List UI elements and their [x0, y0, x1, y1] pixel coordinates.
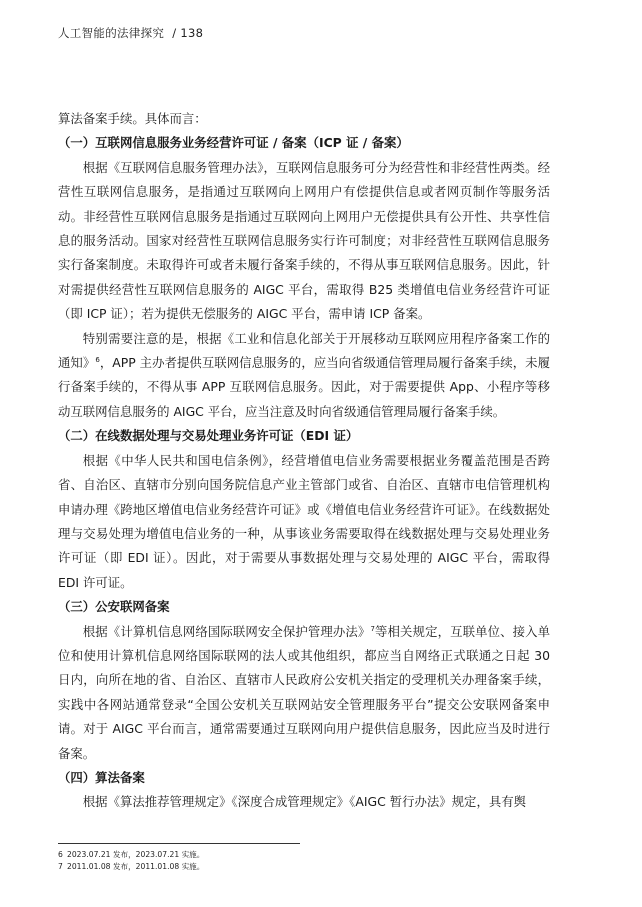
section-heading-algorithm: （四）算法备案 [58, 769, 145, 785]
paragraph-icp-2-part2: ，APP 主办者提供互联网信息服务的，应当向省级通信管理局履行备案手续，未履行备案手续的，不得从事 APP 互联网信息服务。因此，对于需要提供 App、小程序等移动互联网信息服务的 AIGC 平台，应当注意及时向省级通信管理局履行备案手续。 [58, 355, 551, 419]
section-heading-icp: （一）互联网信息服务业务经营许可证 / 备案（ICP 证 / 备案） [58, 135, 409, 151]
footnote-mark: 7 [58, 862, 63, 871]
paragraph-police-part2: 等相关规定，互联单位、接入单位和使用计算机信息网络国际联网的法人或其他组织，都应当自网络正式联通之日起 30 日内，向所在地的省、自治区、直辖市人民政府公安机关指定的受理机关办理备案手续，实践中各网站通常登录“全国公安机关互联网站安全管理服务平台”提交公安联网备案申请。对于 AIGC 平台而言，通常需要通过互联网向用户提供信息服务，因此应当及时进行备案。 [58, 623, 551, 761]
footnote-ref-6[interactable]: 6 [95, 355, 100, 364]
footnote-ref-7[interactable]: 7 [370, 624, 375, 633]
paragraph-icp-2 [58, 327, 550, 425]
paragraph-police-1 [58, 620, 550, 766]
footnote-text: 2023.07.21 发布，2023.07.21 实施。 [67, 850, 205, 859]
intro-line: 算法备案手续。具体而言： [58, 111, 207, 126]
section-heading-edi: （二）在线数据处理与交易处理业务许可证（EDI 证） [58, 428, 359, 444]
page-number: / 138 [172, 26, 204, 40]
footnote-divider [58, 843, 300, 844]
footnote-item [58, 861, 204, 873]
footnote-mark: 6 [58, 850, 63, 859]
body-text [58, 107, 550, 815]
book-title: 人工智能的法律探究 [58, 26, 165, 40]
paragraph-algorithm-1: 根据《算法推荐管理规定》《深度合成管理规定》《AIGC 暂行办法》规定，具有舆 [82, 794, 526, 810]
section-heading-police: （三）公安联网备案 [58, 599, 170, 615]
footnotes [58, 849, 204, 873]
paragraph-edi-1: 根据《中华人民共和国电信条例》，经营增值电信业务需要根据业务覆盖范围是否跨省、自治区、直辖市分别向国务院信息产业主管部门或省、自治区、直辖市电信管理机构申请办理《跨地区增值电信业务经营许可证》或《增值电信业务经营许可证》。在线数据处理与交易处理为增值电信业务的一种，从事该业务需要取得在线数据处理与交易处理业务许可证（即 EDI 证）。因此，对于需要从事数据处理与交易处理的 AIGC 平台，需取得 EDI 许可证。 [58, 452, 550, 590]
footnote-item [58, 849, 204, 861]
paragraph-police-part1: 根据《计算机信息网络国际联网安全保护管理办法》 [82, 623, 371, 639]
running-header [58, 25, 203, 41]
footnote-text: 2011.01.08 发布，2011.01.08 实施。 [67, 862, 205, 871]
paragraph-icp-1: 根据《互联网信息服务管理办法》，互联网信息服务可分为经营性和非经营性两类。经营性互联网信息服务，是指通过互联网向上网用户有偿提供信息或者网页制作等服务活动。非经营性互联网信息服务是指通过互联网向上网用户无偿提供具有公开性、共享性信息的服务活动。国家对经营性互联网信息服务实行许可制度；对非经营性互联网信息服务实行备案制度。未取得许可或者未履行备案手续的，不得从事互联网信息服务。因此，针对需提供经营性互联网信息服务的 AIGC 平台，需取得 B25 类增值电信业务经营许可证（即 ICP 证）；若为提供无偿服务的 AIGC 平台，需申请 ICP 备案。 [58, 159, 550, 322]
paragraph-icp-2-part1: 特别需要注意的是，根据《工业和信息化部关于开展移动互联网应用程序备案工作的通知》 [58, 330, 550, 371]
